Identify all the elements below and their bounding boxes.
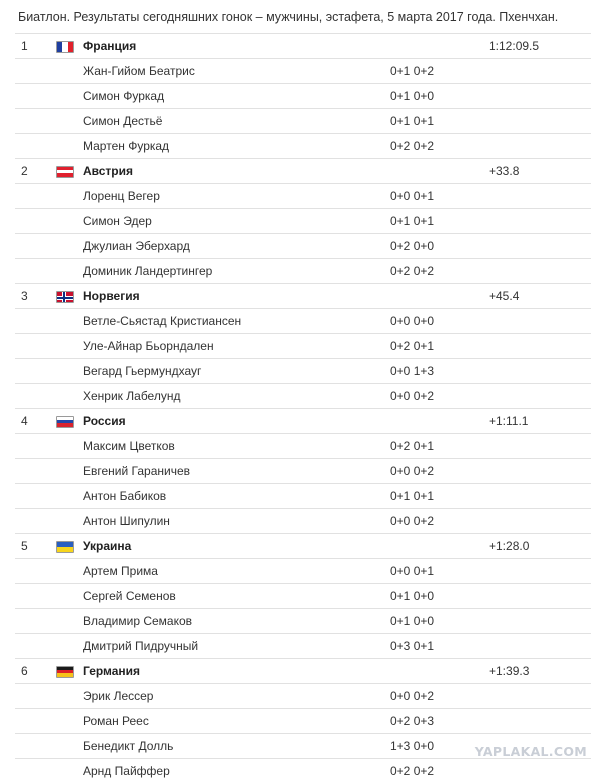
athlete-name: Хенрик Лабелунд <box>83 384 389 409</box>
athlete-shooting: 0+2 0+3 <box>389 709 484 734</box>
athlete-name: Артем Прима <box>83 559 389 584</box>
team-row <box>15 409 591 434</box>
athlete-shooting: 0+0 0+2 <box>389 684 484 709</box>
athlete-shooting: 0+2 0+1 <box>389 434 484 459</box>
athlete-shooting: 0+1 0+0 <box>389 609 484 634</box>
athlete-shooting: 0+0 0+2 <box>389 509 484 534</box>
athlete-shooting: 0+2 0+1 <box>389 334 484 359</box>
team-place: 2 <box>15 159 54 184</box>
athlete-shooting: 0+2 0+0 <box>389 234 484 259</box>
team-place: 6 <box>15 659 54 684</box>
flag-germany-icon <box>54 659 83 684</box>
athlete-shooting: 0+2 0+2 <box>389 259 484 284</box>
team-time: +45.4 <box>484 284 591 309</box>
athlete-name: Роман Реес <box>83 709 389 734</box>
team-place: 3 <box>15 284 54 309</box>
flag-ukraine-icon <box>54 534 83 559</box>
page-title: Биатлон. Результаты сегодняшних гонок – мужчины, эстафета, 5 марта 2017 года. Пхенчхан. <box>18 10 559 24</box>
athlete-name: Дмитрий Пидручный <box>83 634 389 659</box>
athlete-shooting: 0+3 0+1 <box>389 634 484 659</box>
team-country: Украина <box>83 534 389 559</box>
athlete-shooting: 0+1 0+1 <box>389 484 484 509</box>
results-table <box>15 33 591 782</box>
athlete-row <box>15 609 591 634</box>
team-row <box>15 34 591 59</box>
athlete-name: Симон Дестьё <box>83 109 389 134</box>
athlete-shooting: 0+2 0+2 <box>389 759 484 782</box>
athlete-name: Ветле-Сьястад Кристиансен <box>83 309 389 334</box>
athlete-name: Вегард Гьермундхауг <box>83 359 389 384</box>
athlete-name: Антон Бабиков <box>83 484 389 509</box>
athlete-row <box>15 434 591 459</box>
team-time: +33.8 <box>484 159 591 184</box>
athlete-row <box>15 109 591 134</box>
team-time: 1:12:09.5 <box>484 34 591 59</box>
athlete-row <box>15 759 591 782</box>
athlete-row <box>15 459 591 484</box>
athlete-name: Симон Фуркад <box>83 84 389 109</box>
athlete-name: Симон Эдер <box>83 209 389 234</box>
team-row <box>15 534 591 559</box>
athlete-row <box>15 559 591 584</box>
team-row <box>15 659 591 684</box>
team-place: 5 <box>15 534 54 559</box>
team-country: Австрия <box>83 159 389 184</box>
team-time: +1:28.0 <box>484 534 591 559</box>
athlete-row <box>15 59 591 84</box>
watermark: YAPLAKAL.COM <box>474 744 587 759</box>
team-country: Россия <box>83 409 389 434</box>
athlete-name: Джулиан Эберхард <box>83 234 389 259</box>
team-row <box>15 284 591 309</box>
team-place: 4 <box>15 409 54 434</box>
athlete-row <box>15 584 591 609</box>
athlete-row <box>15 509 591 534</box>
athlete-row <box>15 184 591 209</box>
athlete-shooting: 0+0 0+1 <box>389 559 484 584</box>
athlete-name: Сергей Семенов <box>83 584 389 609</box>
athlete-shooting: 0+1 0+1 <box>389 109 484 134</box>
athlete-row <box>15 234 591 259</box>
athlete-name: Евгений Гараничев <box>83 459 389 484</box>
athlete-row <box>15 259 591 284</box>
athlete-row <box>15 359 591 384</box>
team-country: Германия <box>83 659 389 684</box>
athlete-shooting: 0+0 1+3 <box>389 359 484 384</box>
athlete-name: Бенедикт Долль <box>83 734 389 759</box>
athlete-row <box>15 309 591 334</box>
athlete-name: Антон Шипулин <box>83 509 389 534</box>
flag-austria-icon <box>54 159 83 184</box>
athlete-row <box>15 134 591 159</box>
flag-russia-icon <box>54 409 83 434</box>
athlete-row <box>15 684 591 709</box>
athlete-shooting: 0+2 0+2 <box>389 134 484 159</box>
athlete-shooting: 0+0 0+1 <box>389 184 484 209</box>
athlete-shooting: 0+0 0+0 <box>389 309 484 334</box>
athlete-name: Уле-Айнар Бьорндален <box>83 334 389 359</box>
athlete-row <box>15 209 591 234</box>
flag-france-icon <box>54 34 83 59</box>
athlete-shooting: 1+3 0+0 <box>389 734 484 759</box>
athlete-row <box>15 634 591 659</box>
athlete-row <box>15 334 591 359</box>
team-country: Норвегия <box>83 284 389 309</box>
athlete-name: Мартен Фуркад <box>83 134 389 159</box>
athlete-shooting: 0+1 0+1 <box>389 209 484 234</box>
athlete-name: Арнд Пайффер <box>83 759 389 782</box>
flag-norway-icon <box>54 284 83 309</box>
athlete-name: Максим Цветков <box>83 434 389 459</box>
athlete-name: Владимир Семаков <box>83 609 389 634</box>
athlete-shooting: 0+1 0+0 <box>389 584 484 609</box>
team-country: Франция <box>83 34 389 59</box>
athlete-row <box>15 484 591 509</box>
athlete-row <box>15 709 591 734</box>
athlete-row <box>15 84 591 109</box>
athlete-name: Лоренц Вегер <box>83 184 389 209</box>
athlete-shooting: 0+0 0+2 <box>389 459 484 484</box>
athlete-shooting: 0+0 0+2 <box>389 384 484 409</box>
athlete-shooting: 0+1 0+2 <box>389 59 484 84</box>
team-row <box>15 159 591 184</box>
athlete-name: Эрик Лессер <box>83 684 389 709</box>
athlete-name: Доминик Ландертингер <box>83 259 389 284</box>
athlete-shooting: 0+1 0+0 <box>389 84 484 109</box>
athlete-name: Жан-Гийом Беатрис <box>83 59 389 84</box>
team-place: 1 <box>15 34 54 59</box>
team-time: +1:11.1 <box>484 409 591 434</box>
athlete-row <box>15 384 591 409</box>
team-time: +1:39.3 <box>484 659 591 684</box>
